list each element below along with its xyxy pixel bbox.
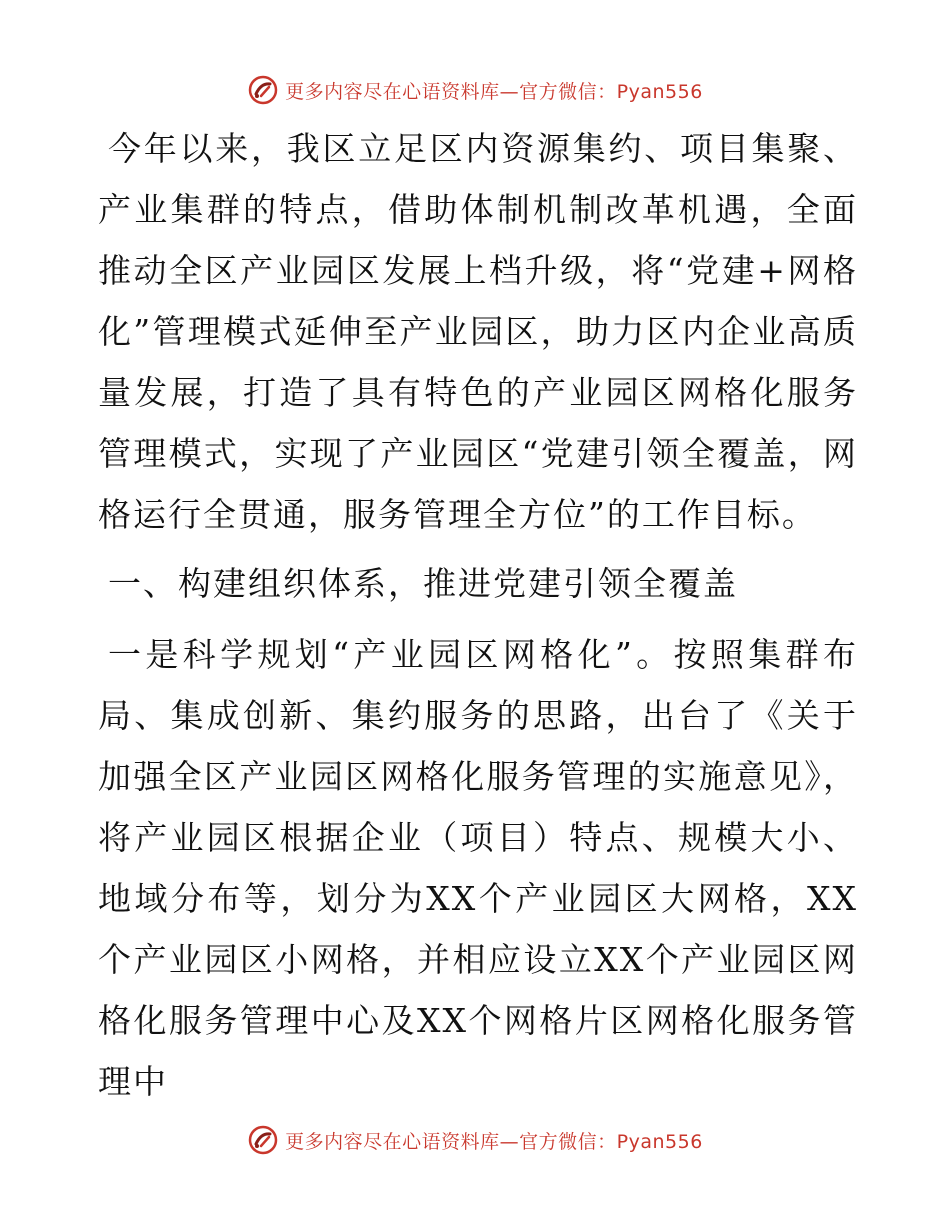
footer-banner [0,1120,950,1160]
section-heading: 一、构建组织体系，推进党建引领全覆盖 [108,564,738,603]
header-banner [0,70,950,110]
intro-paragraph: 今年以来，我区立足区内资源集约、项目集聚、产业集群的特点，借助体制机制改革机遇，全面推动全区产业园区发展上档升级，将“党建+网格化”管理模式延伸至产业园区，助力区内企业高质量发展，打造了具有特色的产业园区网格化服务管理模式，实现了产业园区“党建引领全覆盖，网格运行全贯通，服务管理全方位”的工作目标。 [98,129,858,534]
logo-icon [247,1124,279,1156]
section-paragraph: 一是科学规划“产业园区网格化”。按照集群布局、集成创新、集约服务的思路，出台了《关于加强全区产业园区网格化服务管理的实施意见》，将产业园区根据企业（项目）特点、规模大小、地域分布等，划分为XX个产业园区大网格，XX个产业园区小网格，并相应设立XX个产业园区网格化服务管理中心及XX个网格片区网格化服务管理中 [98,635,858,1101]
document-body [98,118,858,1112]
banner-text: 更多内容尽在心语资料库—官方微信：Pyan556 [285,80,703,103]
banner-text: 更多内容尽在心语资料库—官方微信：Pyan556 [285,1130,703,1153]
logo-icon [247,74,279,106]
